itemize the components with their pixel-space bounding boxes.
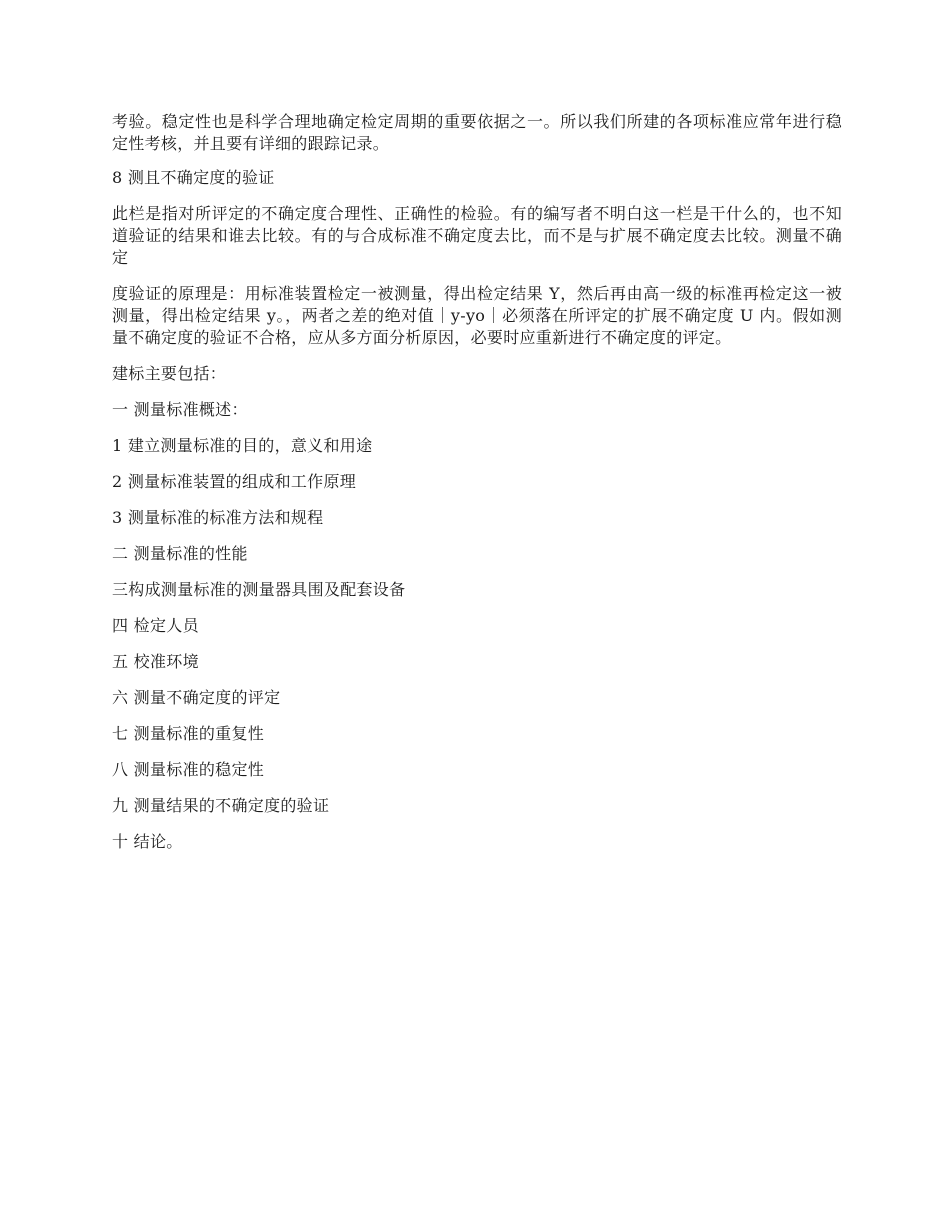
- outline-item: 九 测量结果的不确定度的验证: [112, 796, 330, 815]
- outline-intro: 建标主要包括：: [112, 364, 227, 383]
- paragraph-verification-intro: 此栏是指对所评定的不确定度合理性、正确性的检验。有的编写者不明白这一栏是干什么的，也不知道验证的结果和谁去比较。有的与合成标准不确定度去比，而不是与扩展不确定度去比较。测量不确定: [112, 204, 842, 267]
- outline-item: 七 测量标准的重复性: [112, 724, 265, 743]
- outline-item: 五 校准环境: [112, 652, 199, 671]
- outline-item: 八 测量标准的稳定性: [112, 760, 265, 779]
- outline-item: 3 测量标准的标准方法和规程: [112, 508, 324, 527]
- paragraph-verification-principle: 度验证的原理是：用标准装置检定一被测量，得出检定结果 Y，然后再由高一级的标准再检定这一被测量，得出检定结果 y。，两者之差的绝对值｜y-yo｜必须落在所评定的扩展不确定度 U 内。假如测量不确定度的验证不合格，应从多方面分析原因，必要时应重新进行不确定度的评定。: [112, 284, 842, 347]
- outline-item: 三构成测量标准的测量器具围及配套设备: [112, 580, 406, 599]
- section-8-heading: 8 测且不确定度的验证: [112, 168, 275, 187]
- outline-item: 四 检定人员: [112, 616, 199, 635]
- outline-item: 十 结论。: [112, 832, 183, 851]
- paragraph-stability: 考验。稳定性也是科学合理地确定检定周期的重要依据之一。所以我们所建的各项标准应常年进行稳定性考核，并且要有详细的跟踪记录。: [112, 112, 842, 153]
- outline-item: 1 建立测量标准的目的，意义和用途: [112, 436, 373, 455]
- outline-item: 二 测量标准的性能: [112, 544, 248, 563]
- outline-list: [112, 399, 842, 853]
- outline-item: 一 测量标准概述：: [112, 400, 248, 419]
- outline-item: 六 测量不确定度的评定: [112, 688, 281, 707]
- outline-item: 2 测量标准装置的组成和工作原理: [112, 472, 357, 491]
